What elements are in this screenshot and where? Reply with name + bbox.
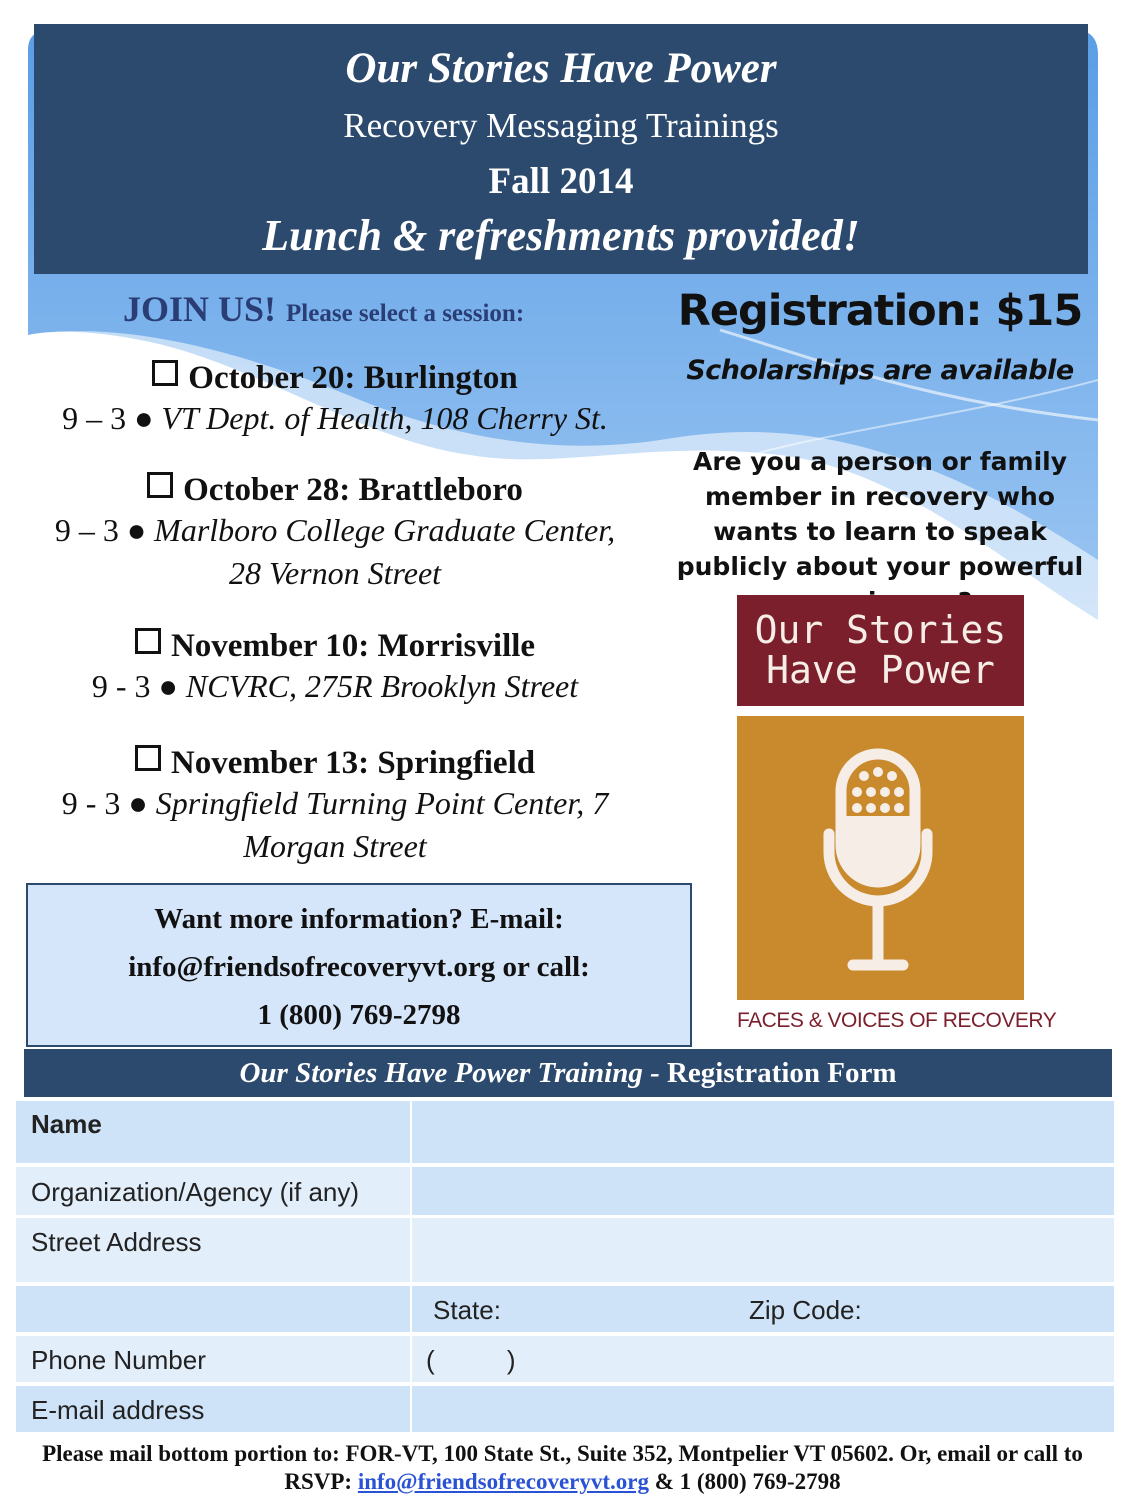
- phone-field[interactable]: [412, 1336, 1114, 1382]
- header-banner: [34, 24, 1088, 274]
- session-location: NCVRC, 275R Brooklyn Street: [185, 668, 579, 704]
- lunch-tagline: Lunch & refreshments provided!: [262, 211, 860, 260]
- logo-footer-text: FACES & VOICES OF RECOVERY: [737, 1009, 1057, 1032]
- session-time: 9 – 3 ●: [54, 512, 147, 548]
- logo-microphone-block: [737, 716, 1024, 1000]
- street-label: Street Address: [31, 1227, 202, 1257]
- organization-label: Organization/Agency (if any): [31, 1177, 360, 1207]
- form-row-street: [16, 1218, 1114, 1282]
- state-label: State:: [433, 1295, 501, 1325]
- phone-label: Phone Number: [31, 1345, 206, 1375]
- logo-line-1: Our Stories: [754, 608, 1007, 652]
- info-line-1: Want more information? E-mail:: [154, 903, 564, 935]
- name-field[interactable]: [412, 1101, 1114, 1163]
- footer-phone: & 1 (800) 769-2798: [648, 1469, 841, 1494]
- session-location: VT Dept. of Health, 108 Cherry St.: [161, 400, 608, 436]
- phone-area-code: ( ): [426, 1345, 516, 1375]
- scholarships-note: Scholarships are available: [686, 355, 1074, 386]
- info-line-3: 1 (800) 769-2798: [257, 999, 461, 1031]
- footer-email-link[interactable]: info@friendsofrecoveryvt.org: [357, 1469, 649, 1494]
- faces-voices-logo: [737, 595, 1057, 1040]
- session-location: Marlboro College Graduate Center, 28 Vernon Street: [154, 512, 616, 591]
- street-field[interactable]: [412, 1218, 1114, 1282]
- session-item: [30, 628, 640, 708]
- recovery-question: Are you a person or family member in recovery who wants to learn to speak publicly about your powerful: [676, 447, 1084, 581]
- session-title: October 20: Burlington: [188, 360, 518, 396]
- logo-line-2: Have Power: [766, 648, 995, 692]
- footer-text: Please mail bottom portion to: FOR-VT, 100 State St., Suite 352, Montpelier VT 05602. Or, email or call to RSVP:: [42, 1441, 1083, 1494]
- form-row-organization: [16, 1167, 1114, 1215]
- registration-form-header: [24, 1049, 1112, 1097]
- session-title: November 10: Morrisville: [170, 628, 536, 664]
- join-us-label: JOIN US!: [123, 289, 277, 329]
- registration-fee: Registration: $15: [677, 286, 1083, 336]
- zip-label: Zip Code:: [749, 1295, 862, 1325]
- session-checkbox[interactable]: [152, 360, 178, 386]
- session-item: [30, 472, 640, 595]
- city-field[interactable]: [16, 1286, 410, 1332]
- form-title-italic: Our Stories Have Power Training -: [239, 1057, 660, 1089]
- info-box: [26, 883, 692, 1047]
- session-item: [30, 360, 640, 440]
- email-label: E-mail address: [31, 1395, 205, 1425]
- name-label: Name: [31, 1109, 102, 1139]
- session-checkbox[interactable]: [147, 472, 173, 498]
- page-title: Our Stories Have Power: [345, 45, 777, 92]
- form-row-phone: [16, 1336, 1114, 1382]
- session-location: Springfield Turning Point Center, 7 Morgan Street: [155, 785, 609, 864]
- form-row-name: [16, 1101, 1114, 1163]
- session-time: 9 - 3 ●: [91, 668, 178, 704]
- form-title-plain: Registration Form: [666, 1057, 897, 1089]
- session-time: 9 - 3 ●: [61, 785, 148, 821]
- select-session-prompt: Please select a session:: [286, 300, 525, 327]
- logo-title-block: [737, 595, 1024, 706]
- microphone-icon: [737, 716, 1024, 1000]
- page-subtitle: Recovery Messaging Trainings: [343, 106, 779, 145]
- form-row-state-zip: [16, 1286, 1114, 1332]
- session-title: November 13: Springfield: [170, 745, 536, 781]
- session-checkbox[interactable]: [135, 628, 161, 654]
- form-row-email: [16, 1386, 1114, 1432]
- session-title: October 28: Brattleboro: [183, 472, 523, 508]
- email-field[interactable]: [412, 1386, 1114, 1432]
- organization-field[interactable]: [412, 1167, 1114, 1215]
- session-item: [30, 745, 640, 868]
- session-time: 9 – 3 ●: [62, 400, 154, 436]
- season-label: Fall 2014: [488, 161, 634, 202]
- mailing-footer: [30, 1440, 1095, 1496]
- join-heading: [123, 288, 524, 330]
- info-line-2: info@friendsofrecoveryvt.org or call:: [128, 951, 590, 983]
- session-checkbox[interactable]: [135, 745, 161, 771]
